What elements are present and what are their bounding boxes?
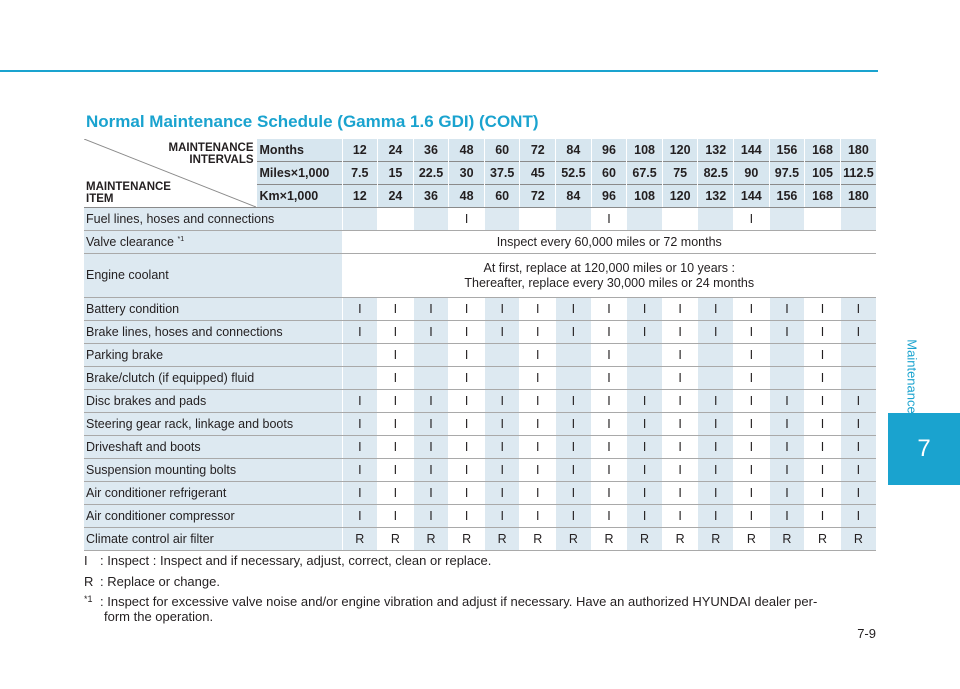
table-row	[84, 459, 876, 482]
interval-cell: I	[342, 459, 378, 482]
interval-cell: I	[805, 344, 841, 367]
interval-cell	[484, 367, 520, 390]
interval-cell: I	[520, 459, 556, 482]
interval-cell: I	[662, 482, 698, 505]
interval-cell: I	[591, 505, 627, 528]
interval-cell: I	[734, 505, 770, 528]
interval-cell: I	[449, 344, 485, 367]
header-cell: 52.5	[556, 162, 592, 185]
table-row	[84, 482, 876, 505]
interval-cell: I	[769, 298, 805, 321]
header-cell: 60	[591, 162, 627, 185]
interval-cell: I	[627, 459, 663, 482]
interval-cell: I	[627, 298, 663, 321]
interval-cell	[342, 208, 378, 231]
maintenance-item	[84, 208, 342, 231]
header-cell: 180	[840, 139, 876, 162]
item-label: Fuel lines, hoses and connections	[86, 212, 275, 226]
interval-cell: I	[342, 298, 378, 321]
header-cell: 37.5	[484, 162, 520, 185]
interval-cell: I	[769, 505, 805, 528]
interval-cell: I	[840, 459, 876, 482]
merged-interval-note	[342, 254, 876, 298]
interval-cell: I	[734, 321, 770, 344]
interval-cell	[378, 208, 414, 231]
interval-cell	[769, 367, 805, 390]
interval-cell: I	[342, 482, 378, 505]
header-cell: 120	[662, 139, 698, 162]
maintenance-item	[84, 459, 342, 482]
item-label: Steering gear rack, linkage and boots	[86, 417, 294, 431]
top-rule	[0, 70, 878, 72]
header-cell: 24	[378, 139, 414, 162]
item-label: Suspension mounting bolts	[86, 463, 237, 477]
interval-cell: I	[627, 390, 663, 413]
legend-continuation: form the operation.	[104, 609, 214, 624]
interval-cell: I	[662, 505, 698, 528]
interval-cell: I	[520, 344, 556, 367]
interval-cell: I	[698, 321, 734, 344]
interval-cell: I	[734, 459, 770, 482]
interval-cell: I	[769, 321, 805, 344]
table-row	[84, 208, 876, 231]
interval-cell: I	[449, 505, 485, 528]
interval-cell: R	[413, 528, 449, 551]
header-cell: 156	[769, 185, 805, 208]
interval-cell: I	[662, 321, 698, 344]
header-cell: 108	[627, 185, 663, 208]
header-cell: 105	[805, 162, 841, 185]
interval-cell: I	[805, 413, 841, 436]
item-label: Driveshaft and boots	[86, 440, 201, 454]
interval-cell: I	[484, 390, 520, 413]
interval-cell: I	[413, 459, 449, 482]
interval-cell	[769, 208, 805, 231]
interval-cell	[769, 344, 805, 367]
interval-cell: I	[840, 505, 876, 528]
header-cell: 12	[342, 139, 378, 162]
interval-cell: I	[840, 436, 876, 459]
header-cell: 180	[840, 185, 876, 208]
interval-cell	[805, 208, 841, 231]
interval-cell: I	[591, 459, 627, 482]
table-row	[84, 390, 876, 413]
interval-cell: R	[662, 528, 698, 551]
section-label: Maintenance	[904, 338, 920, 414]
header-cell: 24	[378, 185, 414, 208]
interval-cell	[698, 367, 734, 390]
interval-cell: I	[484, 321, 520, 344]
interval-cell: I	[342, 321, 378, 344]
interval-cell: R	[698, 528, 734, 551]
legend-key: *1	[84, 594, 93, 604]
interval-cell: I	[449, 459, 485, 482]
header-row-label: Miles×1,000	[256, 162, 342, 185]
legend-text: : Inspect for excessive valve noise and/or engine vibration and adjust if necessary. Have an authorized HYUNDAI dealer per-	[100, 594, 818, 609]
table-row	[84, 321, 876, 344]
table-row	[84, 528, 876, 551]
header-cell: 12	[342, 185, 378, 208]
intervals-label: MAINTENANCE INTERVALS	[168, 142, 254, 166]
header-cell: 72	[520, 185, 556, 208]
interval-cell: I	[413, 390, 449, 413]
interval-cell: I	[413, 413, 449, 436]
interval-cell: I	[591, 390, 627, 413]
interval-cell: I	[734, 344, 770, 367]
interval-cell: I	[591, 344, 627, 367]
interval-cell: I	[627, 482, 663, 505]
header-row-months	[84, 139, 876, 162]
header-cell: 144	[734, 185, 770, 208]
interval-cell: I	[662, 390, 698, 413]
header-cell: 144	[734, 139, 770, 162]
table-row	[84, 436, 876, 459]
header-row-label: Km×1,000	[256, 185, 342, 208]
interval-cell: I	[627, 321, 663, 344]
interval-cell: I	[413, 436, 449, 459]
interval-cell: R	[805, 528, 841, 551]
item-label: Brake/clutch (if equipped) fluid	[86, 371, 255, 385]
interval-cell: R	[520, 528, 556, 551]
interval-cell: I	[591, 436, 627, 459]
interval-cell: I	[484, 482, 520, 505]
legend-entry	[84, 594, 817, 624]
interval-cell: R	[342, 528, 378, 551]
maintenance-item	[84, 505, 342, 528]
interval-cell	[627, 344, 663, 367]
header-cell: 15	[378, 162, 414, 185]
interval-cell	[627, 367, 663, 390]
interval-cell: I	[698, 390, 734, 413]
interval-cell: R	[378, 528, 414, 551]
interval-cell: I	[805, 482, 841, 505]
table-row	[84, 298, 876, 321]
interval-cell: I	[769, 459, 805, 482]
table-row	[84, 413, 876, 436]
interval-cell: I	[449, 298, 485, 321]
interval-cell: I	[662, 344, 698, 367]
interval-cell: R	[627, 528, 663, 551]
item-label: Disc brakes and pads	[86, 394, 207, 408]
interval-cell: I	[520, 413, 556, 436]
interval-cell: I	[449, 367, 485, 390]
interval-cell: I	[698, 436, 734, 459]
interval-cell: I	[805, 298, 841, 321]
interval-cell	[556, 344, 592, 367]
maintenance-item	[84, 528, 342, 551]
interval-cell: I	[805, 321, 841, 344]
interval-cell: I	[413, 321, 449, 344]
chapter-tab: 7	[888, 413, 960, 485]
interval-cell: I	[484, 298, 520, 321]
interval-cell: I	[769, 390, 805, 413]
legend-entry	[84, 553, 491, 568]
header-cell: 84	[556, 185, 592, 208]
interval-cell	[413, 208, 449, 231]
interval-cell: I	[520, 482, 556, 505]
interval-cell	[662, 208, 698, 231]
interval-cell: I	[698, 482, 734, 505]
interval-cell: R	[734, 528, 770, 551]
interval-cell: I	[449, 482, 485, 505]
interval-cell: I	[769, 413, 805, 436]
interval-cell: I	[627, 505, 663, 528]
interval-cell: I	[556, 321, 592, 344]
interval-cell: I	[769, 436, 805, 459]
legend-text: : Replace or change.	[100, 574, 220, 589]
interval-cell: I	[342, 505, 378, 528]
maintenance-item	[84, 436, 342, 459]
footnote-mark: *1	[177, 235, 185, 243]
interval-cell: I	[805, 505, 841, 528]
interval-cell	[556, 208, 592, 231]
interval-cell: I	[556, 459, 592, 482]
maintenance-item	[84, 344, 342, 367]
interval-cell: I	[840, 390, 876, 413]
interval-cell: I	[378, 367, 414, 390]
interval-cell: I	[698, 505, 734, 528]
interval-cell: I	[556, 505, 592, 528]
interval-cell: I	[449, 321, 485, 344]
interval-cell: R	[484, 528, 520, 551]
interval-cell: I	[520, 505, 556, 528]
interval-cell: I	[413, 482, 449, 505]
interval-cell: I	[805, 390, 841, 413]
interval-cell: I	[556, 482, 592, 505]
header-cell: 96	[591, 185, 627, 208]
interval-cell: I	[449, 413, 485, 436]
interval-cell: I	[378, 413, 414, 436]
interval-cell: I	[734, 367, 770, 390]
interval-cell: I	[378, 298, 414, 321]
interval-cell: I	[556, 413, 592, 436]
interval-cell: I	[520, 436, 556, 459]
header-cell: 90	[734, 162, 770, 185]
maintenance-item	[84, 321, 342, 344]
interval-cell	[342, 367, 378, 390]
interval-cell: I	[805, 459, 841, 482]
table-row	[84, 505, 876, 528]
interval-cell: I	[591, 321, 627, 344]
interval-cell: R	[556, 528, 592, 551]
interval-cell: I	[840, 413, 876, 436]
interval-cell	[840, 367, 876, 390]
interval-cell: I	[449, 436, 485, 459]
header-cell: 82.5	[698, 162, 734, 185]
interval-cell: I	[413, 298, 449, 321]
interval-cell: I	[662, 298, 698, 321]
header-cell: 120	[662, 185, 698, 208]
interval-cell: I	[378, 344, 414, 367]
interval-cell: I	[627, 413, 663, 436]
maintenance-item	[84, 482, 342, 505]
interval-cell: I	[378, 482, 414, 505]
interval-cell: I	[342, 390, 378, 413]
item-label: Air conditioner refrigerant	[86, 486, 227, 500]
interval-cell: I	[734, 413, 770, 436]
header-cell: 168	[805, 185, 841, 208]
interval-cell: I	[378, 459, 414, 482]
interval-cell: I	[342, 436, 378, 459]
header-cell: 22.5	[413, 162, 449, 185]
interval-cell: I	[840, 298, 876, 321]
interval-cell	[840, 344, 876, 367]
interval-cell: I	[662, 367, 698, 390]
header-cell: 112.5	[840, 162, 876, 185]
maintenance-item	[84, 367, 342, 390]
header-row-label: Months	[256, 139, 342, 162]
interval-cell: I	[484, 413, 520, 436]
interval-cell: I	[840, 482, 876, 505]
interval-cell: I	[520, 298, 556, 321]
interval-cell: I	[734, 208, 770, 231]
header-cell: 45	[520, 162, 556, 185]
interval-cell: I	[662, 459, 698, 482]
page-title: Normal Maintenance Schedule (Gamma 1.6 GDI) (CONT)	[86, 112, 539, 131]
header-cell: 97.5	[769, 162, 805, 185]
interval-cell: I	[734, 436, 770, 459]
interval-cell: I	[342, 413, 378, 436]
header-cell: 132	[698, 139, 734, 162]
interval-cell: I	[769, 482, 805, 505]
interval-cell: I	[734, 298, 770, 321]
interval-cell: I	[698, 298, 734, 321]
item-label: Brake lines, hoses and connections	[86, 325, 283, 339]
table-row	[84, 367, 876, 390]
interval-cell: I	[378, 436, 414, 459]
header-cell: 67.5	[627, 162, 663, 185]
item-label: Battery condition	[86, 302, 180, 316]
interval-cell: I	[449, 208, 485, 231]
interval-cell: I	[627, 436, 663, 459]
interval-cell: I	[698, 459, 734, 482]
item-label: Climate control air filter	[86, 532, 214, 546]
header-cell: 60	[484, 185, 520, 208]
maintenance-item	[84, 413, 342, 436]
interval-cell	[413, 344, 449, 367]
header-cell: 36	[413, 139, 449, 162]
interval-cell: I	[840, 321, 876, 344]
header-cell: 96	[591, 139, 627, 162]
header-cell: 48	[449, 185, 485, 208]
header-cell: 156	[769, 139, 805, 162]
interval-cell	[556, 367, 592, 390]
interval-cell: I	[484, 436, 520, 459]
interval-cell	[484, 208, 520, 231]
item-label: Valve clearance	[86, 235, 175, 249]
interval-cell	[342, 344, 378, 367]
merged-interval-note: Inspect every 60,000 miles or 72 months	[342, 231, 876, 254]
note-line: At first, replace at 120,000 miles or 10 years :	[483, 260, 736, 275]
interval-cell: I	[591, 482, 627, 505]
interval-cell: I	[734, 482, 770, 505]
legend-text: : Inspect : Inspect and if necessary, adjust, correct, clean or replace.	[100, 553, 492, 568]
interval-cell	[698, 344, 734, 367]
header-cell: 168	[805, 139, 841, 162]
table-row	[84, 231, 876, 254]
interval-cell	[840, 208, 876, 231]
maintenance-item	[84, 390, 342, 413]
interval-cell: I	[698, 413, 734, 436]
header-cell: 48	[449, 139, 485, 162]
table-row	[84, 344, 876, 367]
header-cell: 132	[698, 185, 734, 208]
legend-entry	[84, 574, 220, 589]
header-cell: 30	[449, 162, 485, 185]
interval-cell: I	[484, 505, 520, 528]
interval-cell: I	[591, 298, 627, 321]
maintenance-item	[84, 254, 342, 298]
interval-cell: I	[378, 390, 414, 413]
interval-cell: I	[734, 390, 770, 413]
interval-cell: I	[484, 459, 520, 482]
interval-cell: I	[662, 436, 698, 459]
interval-cell: I	[556, 390, 592, 413]
interval-cell: R	[449, 528, 485, 551]
interval-cell: R	[840, 528, 876, 551]
item-label: MAINTENANCE ITEM	[86, 181, 171, 205]
interval-cell: I	[413, 505, 449, 528]
interval-cell	[484, 344, 520, 367]
interval-cell	[698, 208, 734, 231]
interval-cell: I	[520, 390, 556, 413]
header-cell: 7.5	[342, 162, 378, 185]
maintenance-schedule-table	[84, 139, 876, 551]
interval-cell	[520, 208, 556, 231]
interval-cell: I	[805, 436, 841, 459]
maintenance-item	[84, 298, 342, 321]
interval-cell: R	[769, 528, 805, 551]
interval-cell: I	[556, 298, 592, 321]
header-cell: 72	[520, 139, 556, 162]
interval-cell: R	[591, 528, 627, 551]
header-cell: 84	[556, 139, 592, 162]
header-cell: 36	[413, 185, 449, 208]
page-number: 7-9	[857, 626, 876, 641]
interval-cell: I	[378, 505, 414, 528]
interval-cell	[627, 208, 663, 231]
interval-cell: I	[591, 413, 627, 436]
interval-cell: I	[556, 436, 592, 459]
item-label: Engine coolant	[86, 268, 169, 282]
note-line: Thereafter, replace every 30,000 miles or 24 months	[464, 275, 755, 290]
header-cell: 75	[662, 162, 698, 185]
legend-key: R	[84, 574, 94, 589]
header-cell: 108	[627, 139, 663, 162]
interval-cell: I	[378, 321, 414, 344]
table-row	[84, 254, 876, 298]
interval-cell: I	[805, 367, 841, 390]
interval-cell: I	[662, 413, 698, 436]
item-label: Parking brake	[86, 348, 164, 362]
interval-cell: I	[520, 321, 556, 344]
interval-cell: I	[520, 367, 556, 390]
interval-cell: I	[591, 208, 627, 231]
interval-cell: I	[449, 390, 485, 413]
maintenance-item	[84, 231, 342, 254]
interval-cell	[413, 367, 449, 390]
header-corner	[84, 139, 256, 208]
header-cell: 60	[484, 139, 520, 162]
interval-cell: I	[591, 367, 627, 390]
item-label: Air conditioner compressor	[86, 509, 235, 523]
legend-key: I	[84, 553, 88, 568]
